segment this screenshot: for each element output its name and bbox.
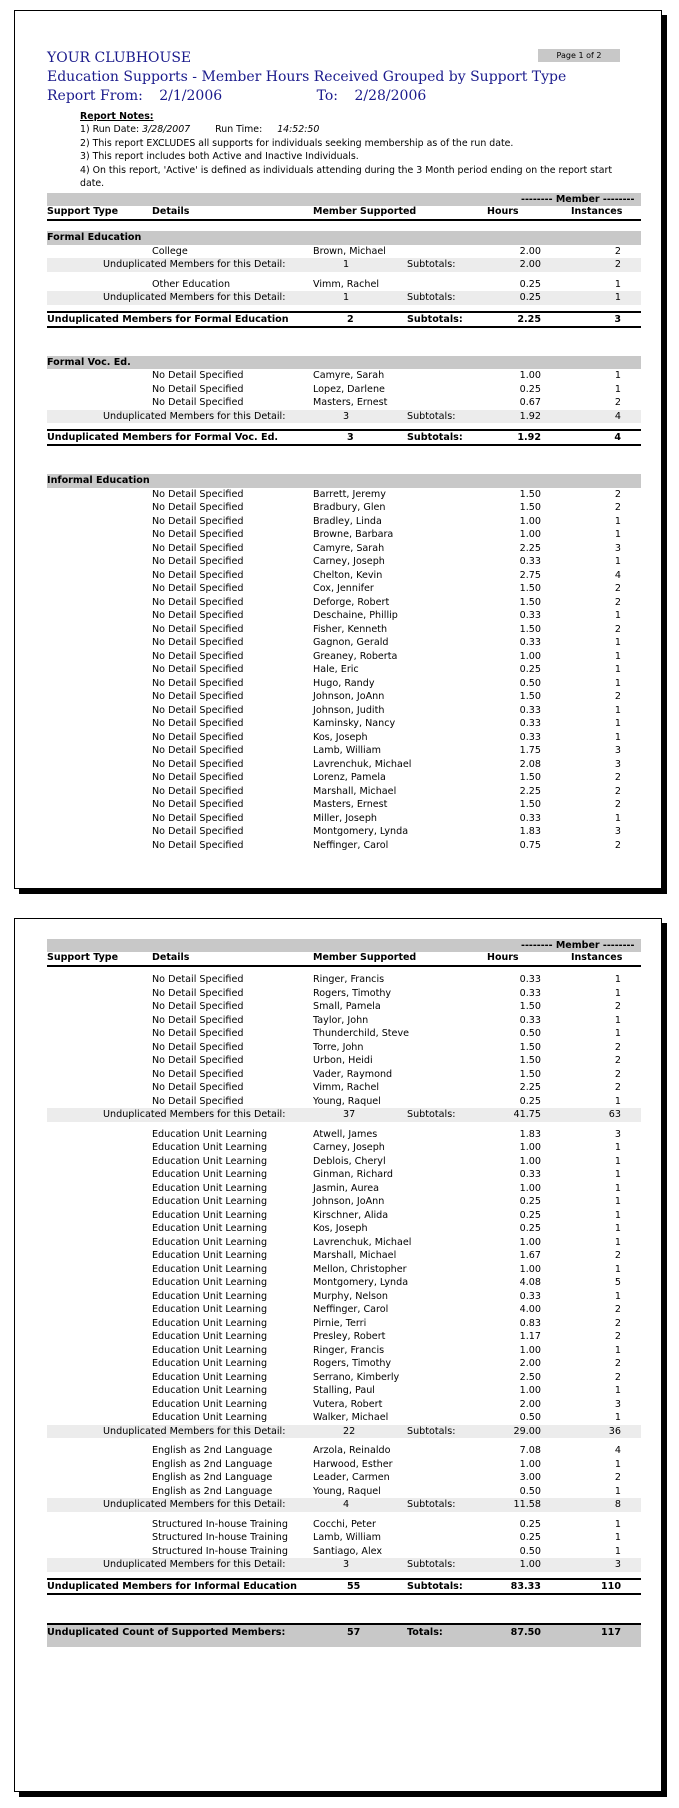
table-row: No Detail Specified Montgomery, Lynda 1.83 3 [152,826,621,837]
col-member-supported: Member Supported [313,206,417,217]
table-row: No Detail Specified Browne, Barbara 1.00 1 [152,529,621,540]
section-header: Formal Voc. Ed. [47,356,641,370]
column-header: -------- Member -------- Support Type Details Member Supported Hours Instances [47,939,641,967]
run-time: 14:52:50 [277,124,320,136]
table-row: English as 2nd Language Harwood, Esther 1.00 1 [152,1458,621,1470]
table-row: English as 2nd Language Young, Raquel 0.50 1 [152,1485,621,1497]
table-row: No Detail Specified Hale, Eric 0.25 1 [152,664,621,675]
table-row: No Detail Specified Masters, Ernest 1.50 2 [152,799,621,810]
table-row: Education Unit Learning Lavrenchuk, Michael 1.00 1 [152,1236,621,1248]
table-row: Education Unit Learning Kos, Joseph 0.25 1 [152,1223,621,1234]
report-from-date: 2/1/2006 [159,88,223,104]
note-2: 2) This report EXCLUDES all supports for individuals seeking membership as of the run date. [80,137,514,149]
table-row: English as 2nd Language Leader, Carmen 3.00 2 [152,1472,621,1483]
col-support-type: Support Type [47,206,119,217]
table-row: Education Unit Learning Neffinger, Carol 4.00 2 [152,1304,621,1315]
table-row: Education Unit Learning Murphy, Nelson 0.33 1 [152,1290,621,1302]
page-indicator: Page 1 of 2 [538,49,620,62]
note-3: 3) This report includes both Active and Inactive Individuals. [80,151,359,163]
table-row: No Detail Specified Kaminsky, Nancy 0.33 1 [152,718,621,729]
table-row: Education Unit Learning Serrano, Kimberly 2.50 2 [152,1371,621,1383]
table-row: No Detail Specified Bradbury, Glen 1.50 2 [152,502,621,513]
table-row: Education Unit Learning Ringer, Francis 1.00 1 [152,1344,621,1356]
report-from-label: Report From: [47,88,143,104]
table-row: Education Unit Learning Montgomery, Lynda 4.08 5 [152,1277,621,1288]
table-row: No Detail Specified Neffinger, Carol 0.75 2 [152,839,621,851]
table-row: No Detail Specified Lamb, William 1.75 3 [152,745,621,756]
table-row: No Detail Specified Masters, Ernest 0.67 2 [152,397,621,408]
table-row: No Detail Specified Small, Pamela 1.50 2 [152,1001,621,1012]
table-row: No Detail Specified Bradley, Linda 1.00 1 [152,515,621,527]
report-date-range [47,87,566,106]
table-row: No Detail Specified Johnson, Judith 0.33 1 [152,704,621,716]
report-notes [80,110,620,190]
group-total-row: Unduplicated Members for Formal Education 2 Subtotals: 2.25 3 [47,311,641,328]
table-row: Education Unit Learning Atwell, James 1.83 3 [152,1128,621,1140]
table-row: English as 2nd Language Arzola, Reinaldo 7.08 4 [152,1445,621,1456]
note-4: 4) On this report, 'Active' is defined as individuals attending during the 3 Month period ending on the report start date. [80,164,613,190]
table-row: No Detail Specified Johnson, JoAnn 1.50 2 [152,691,621,702]
table-row: Education Unit Learning Mellon, Christopher 1.00 1 [152,1263,621,1275]
table-row: Education Unit Learning Walker, Michael 0.50 1 [152,1412,621,1423]
table-row: No Detail Specified Gagnon, Gerald 0.33 1 [152,637,621,648]
table-row: No Detail Specified Fisher, Kenneth 1.50 2 [152,623,621,635]
voc-rows [47,369,641,410]
table-row: No Detail Specified Greaney, Roberta 1.00 1 [152,650,621,662]
page1-rows [47,231,641,852]
informal-sit-rows [47,1518,641,1559]
table-row: No Detail Specified Torre, John 1.50 2 [152,1041,621,1053]
detail-subtotal-row: Unduplicated Members for this Detail: 22 Subtotals: 29.00 36 [47,1425,641,1439]
table-row: Education Unit Learning Jasmin, Aurea 1.00 1 [152,1182,621,1194]
table-row: No Detail Specified Lavrenchuk, Michael 2.08 3 [152,758,621,770]
table-row: No Detail Specified Miller, Joseph 0.33 1 [152,812,621,824]
table-row: Structured In-house Training Lamb, William 0.25 1 [152,1532,621,1543]
table-row: Structured In-house Training Cocchi, Peter 0.25 1 [152,1518,621,1530]
table-row: No Detail Specified Rogers, Timothy 0.33 1 [152,987,621,999]
table-row: Education Unit Learning Rogers, Timothy 2.00 2 [152,1358,621,1369]
table-row: No Detail Specified Chelton, Kevin 2.75 4 [152,569,621,581]
table-row: Education Unit Learning Stalling, Paul 1.00 1 [152,1385,621,1396]
page2-rows [47,973,641,1647]
table-row: No Detail Specified Deforge, Robert 1.50 2 [152,596,621,608]
notes-heading: Report Notes: [80,111,154,122]
report-title: Education Supports - Member Hours Received Grouped by Support Type [47,69,567,85]
table-row: No Detail Specified Marshall, Michael 2.25 2 [152,785,621,797]
member-group-header: -------- Member -------- [521,194,635,205]
column-header [47,193,641,221]
report-to-label: To: [316,88,339,104]
section-header: Informal Education [47,474,641,488]
table-row: No Detail Specified Kos, Joseph 0.33 1 [152,731,621,743]
table-row: Other Education Vimm, Rachel 0.25 1 [152,278,621,290]
informal-rows-page1 [47,488,641,853]
table-row: No Detail Specified Hugo, Randy 0.50 1 [152,677,621,689]
informal-nodetail-rows [47,973,641,1108]
table-row: Education Unit Learning Carney, Joseph 1.00 1 [152,1142,621,1153]
report-to-date: 2/28/2006 [354,88,427,104]
detail-subtotal-row: Unduplicated Members for this Detail: 3 Subtotals: 1.00 3 [47,1558,641,1572]
group-total-row: Unduplicated Members for Formal Voc. Ed. 3 Subtotals: 1.92 4 [47,429,641,446]
grand-total-row: Unduplicated Count of Supported Members: 57 Totals: 87.50 117 [47,1623,641,1647]
col-hours: Hours [487,206,519,217]
table-row: No Detail Specified Carney, Joseph 0.33 1 [152,556,621,567]
table-row: No Detail Specified Thunderchild, Steve 0.50 1 [152,1028,621,1039]
table-row: Education Unit Learning Deblois, Cheryl 1.00 1 [152,1155,621,1167]
table-row: No Detail Specified Vimm, Rachel 2.25 2 [152,1082,621,1093]
table-row: No Detail Specified Camyre, Sarah 1.00 1 [152,370,621,381]
table-row: No Detail Specified Deschaine, Phillip 0.33 1 [152,610,621,621]
report-title-block [47,49,566,106]
table-row: Education Unit Learning Presley, Robert 1.17 2 [152,1331,621,1342]
table-row: No Detail Specified Urbon, Heidi 1.50 2 [152,1055,621,1066]
col-details: Details [152,206,190,217]
table-row: No Detail Specified Ringer, Francis 0.33 1 [152,974,621,985]
table-row: No Detail Specified Barrett, Jeremy 1.50 2 [152,488,621,500]
table-row: Education Unit Learning Pirnie, Terri 0.83 2 [152,1317,621,1329]
table-row: Education Unit Learning Ginman, Richard 0.33 1 [152,1169,621,1180]
table-row: No Detail Specified Taylor, John 0.33 1 [152,1014,621,1026]
detail-subtotal-row: Unduplicated Members for this Detail: 3 Subtotals: 1.92 4 [47,410,641,424]
table-row: No Detail Specified Vader, Raymond 1.50 2 [152,1068,621,1080]
col-instances: Instances [571,206,623,217]
club-name: YOUR CLUBHOUSE [47,50,192,66]
table-row: Structured In-house Training Santiago, Alex 0.50 1 [152,1545,621,1557]
table-row: Education Unit Learning Marshall, Michael 1.67 2 [152,1250,621,1261]
table-row: No Detail Specified Lorenz, Pamela 1.50 2 [152,772,621,783]
detail-subtotal-row: Unduplicated Members for this Detail: 1 Subtotals: 2.00 2 [47,258,641,272]
table-row: No Detail Specified Camyre, Sarah 2.25 3 [152,542,621,554]
note-run-info: 1) Run Date: 3/28/2007 Run Time: 14:52:50 [80,124,320,136]
report-page-2 [14,918,662,1792]
group-total-row: Unduplicated Members for Informal Education 55 Subtotals: 83.33 110 [47,1578,641,1595]
detail-subtotal-row: Unduplicated Members for this Detail: 37 Subtotals: 41.75 63 [47,1108,641,1122]
run-date: 3/28/2007 [142,124,191,136]
informal-unit-rows [47,1128,641,1425]
table-row: College Brown, Michael 2.00 2 [152,245,621,257]
table-row: No Detail Specified Young, Raquel 0.25 1 [152,1095,621,1107]
section-header: Formal Education [47,231,641,245]
table-row: Education Unit Learning Johnson, JoAnn 0.25 1 [152,1196,621,1207]
table-row: No Detail Specified Cox, Jennifer 1.50 2 [152,583,621,594]
detail-subtotal-row: Unduplicated Members for this Detail: 4 Subtotals: 11.58 8 [47,1498,641,1512]
report-page-1 [14,10,662,889]
detail-subtotal-row: Unduplicated Members for this Detail: 1 Subtotals: 0.25 1 [47,291,641,305]
table-row: Education Unit Learning Kirschner, Alida 0.25 1 [152,1209,621,1221]
table-row: No Detail Specified Lopez, Darlene 0.25 1 [152,383,621,395]
table-row: Education Unit Learning Vutera, Robert 2.00 3 [152,1398,621,1410]
informal-esl-rows [47,1444,641,1498]
